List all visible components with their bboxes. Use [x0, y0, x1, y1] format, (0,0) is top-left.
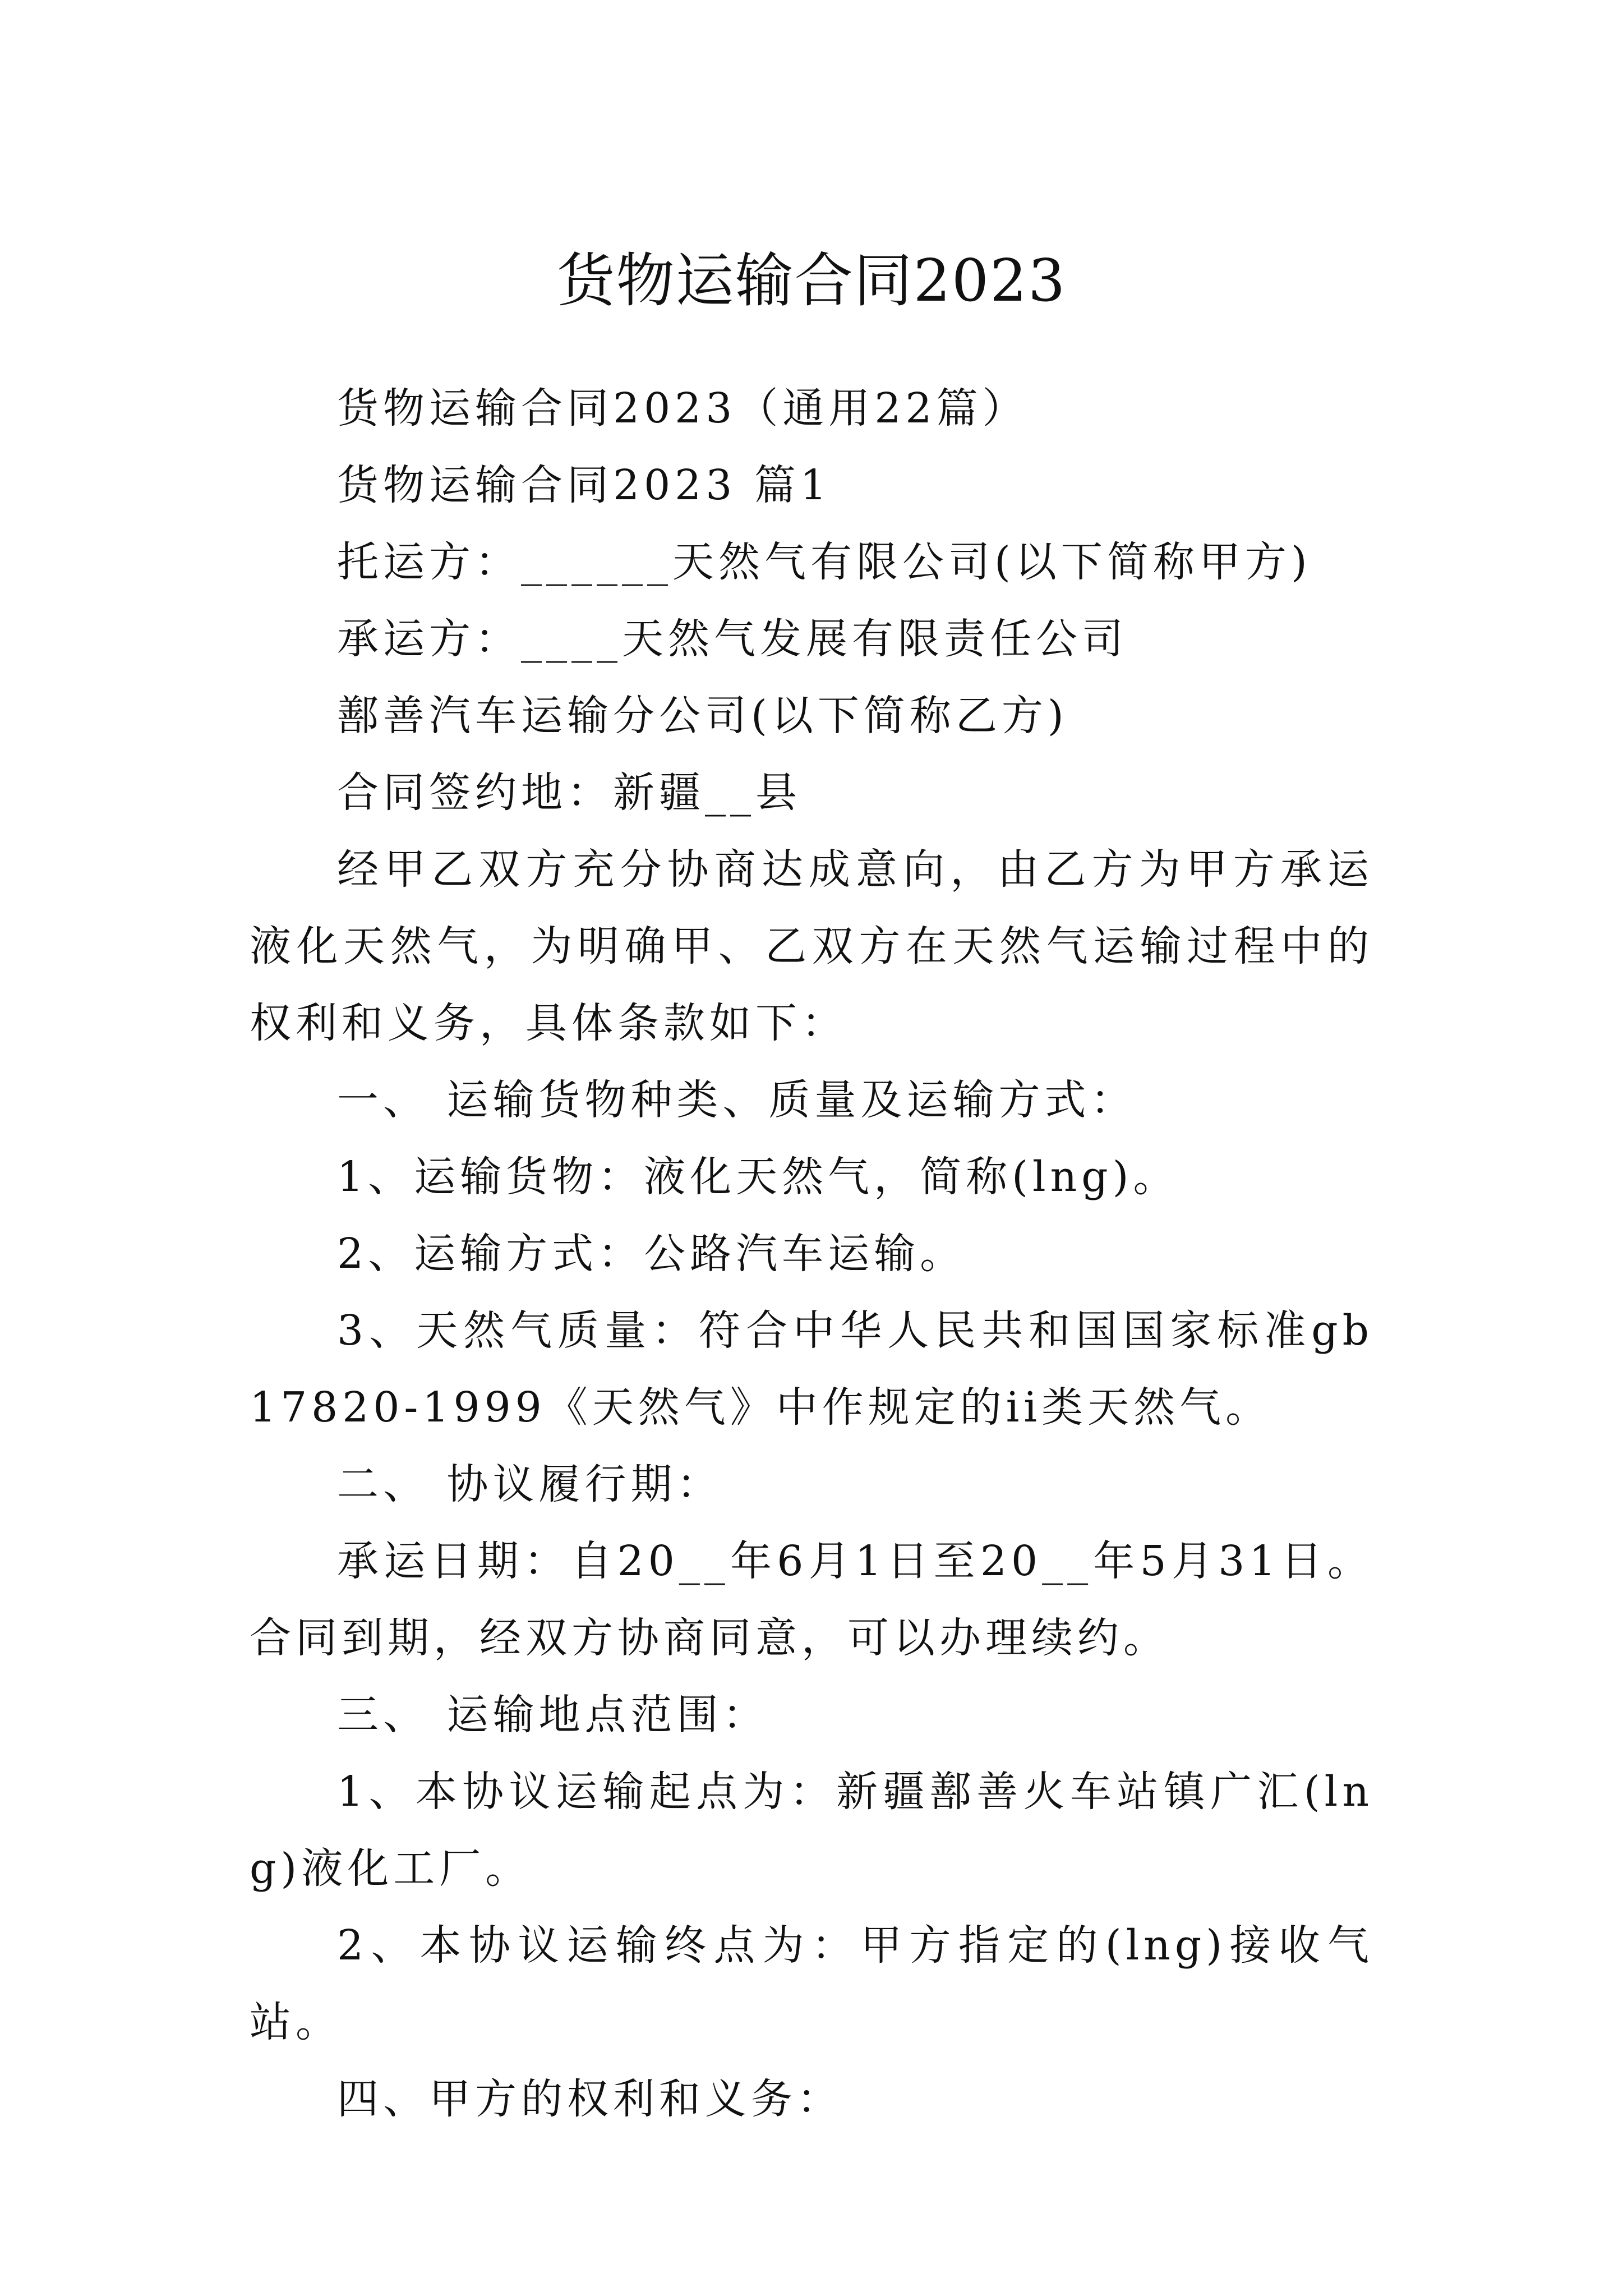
paragraph-gas-quality: 3、天然气质量：符合中华人民共和国国家标准gb17820-1999《天然气》中作规定的ii类天然气。 — [250, 1306, 1373, 1432]
paragraph-end-point: 2、本协议运输终点为：甲方指定的(lng)接收气站。 — [250, 1921, 1373, 2046]
paragraph-carrier-branch: 鄯善汽车运输分公司(以下简称乙方) — [337, 692, 1068, 740]
section-heading-party-a-rights: 四、甲方的权利和义务： — [337, 2075, 843, 2123]
paragraph-introduction: 经甲乙双方充分协商达成意向，由乙方为甲方承运液化天然气，为明确甲、乙双方在天然气运输过程中的权利和义务，具体条款如下： — [250, 845, 1373, 1047]
paragraph-consignor: 托运方：______天然气有限公司(以下简称甲方) — [337, 538, 1312, 586]
paragraph-signing-place: 合同签约地：新疆__县 — [337, 769, 801, 817]
section-heading-goods: 一、 运输货物种类、质量及运输方式： — [337, 1076, 1137, 1124]
document-title: 货物运输合同2023 — [556, 246, 1067, 315]
paragraph-goods-type: 1、运输货物：液化天然气，简称(lng)。 — [337, 1153, 1179, 1201]
paragraph-carrier: 承运方：____天然气发展有限责任公司 — [337, 615, 1128, 663]
paragraph-contract-heading: 货物运输合同2023（通用22篇） — [337, 384, 1029, 432]
paragraph-carriage-date: 承运日期：自20__年6月1日至20__年5月31日。合同到期，经双方协商同意，可以办理续约。 — [250, 1537, 1373, 1662]
paragraph-part-heading: 货物运输合同2023 篇1 — [337, 461, 831, 509]
section-heading-location: 三、 运输地点范围： — [337, 1691, 769, 1739]
paragraph-transport-method: 2、运输方式：公路汽车运输。 — [337, 1230, 966, 1278]
paragraph-start-point: 1、本协议运输起点为：新疆鄯善火车站镇广汇(lng)液化工厂。 — [250, 1768, 1373, 1893]
section-heading-term: 二、 协议履行期： — [337, 1460, 723, 1508]
document-body — [250, 370, 1373, 2138]
